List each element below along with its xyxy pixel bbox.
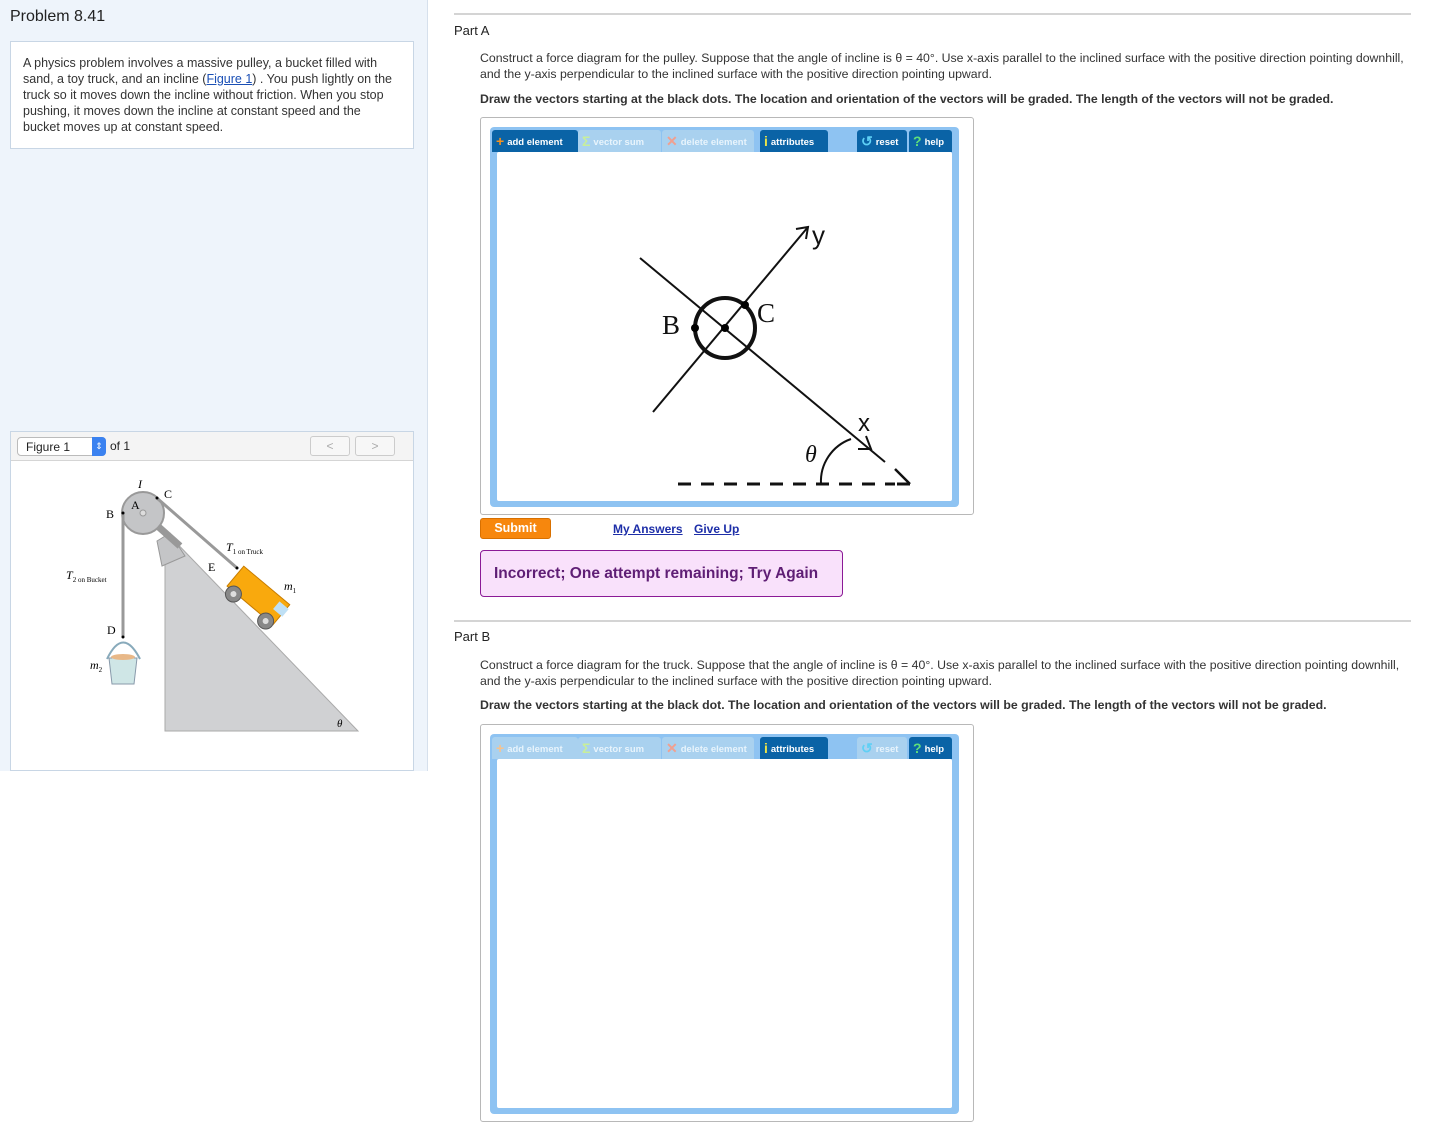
part-a-title: Part A <box>454 23 490 38</box>
label-m2: $m_2$ <box>90 658 103 674</box>
incline <box>165 531 358 731</box>
figure-image <box>11 461 413 751</box>
label-theta: θ <box>337 718 343 730</box>
question-icon: ? <box>913 740 922 756</box>
label-y: y <box>812 220 825 250</box>
reset-icon: ↺ <box>861 133 873 149</box>
prev-figure-button[interactable]: < <box>310 436 350 456</box>
part-a-instruction: Draw the vectors starting at the black dots. The location and orientation of the vectors will be graded. The length of the vectors will not be graded. <box>480 92 1334 106</box>
feedback-message: Incorrect; One attempt remaining; Try Again <box>480 550 843 597</box>
info-icon: i <box>764 133 768 149</box>
parts-panel <box>429 0 1436 771</box>
help-button[interactable]: ? help <box>909 737 952 759</box>
part-b-instruction: Draw the vectors starting at the black dot. The location and orientation of the vectors will be graded. The length of the vectors will not be graded. <box>480 698 1327 712</box>
problem-title: Problem 8.41 <box>10 8 106 25</box>
part-a-drawing-tool <box>480 117 974 515</box>
part-b-title: Part B <box>454 629 491 644</box>
figure-count: of 1 <box>110 439 131 453</box>
drawing-canvas[interactable] <box>497 759 952 1108</box>
drawing-canvas[interactable] <box>497 152 952 501</box>
chevron-updown-icon: ⇕ <box>92 437 106 456</box>
drawing-toolbar <box>490 127 959 507</box>
label-B: B <box>106 507 115 521</box>
info-icon: i <box>764 740 768 756</box>
add-element-button[interactable]: + add element <box>492 130 578 152</box>
part-b-question: Construct a force diagram for the truck. Suppose that the angle of incline is θ = 40°. Use x-axis parallel to the inclined surface with the positive direction pointing downhill, and the y-axis perpendicular to the inclined surface with the positive direction pointing upward. <box>480 658 1400 688</box>
figure-select[interactable] <box>17 437 106 456</box>
my-answers-link[interactable]: My Answers <box>613 522 683 536</box>
divider <box>454 620 1411 622</box>
next-figure-button[interactable]: > <box>355 436 395 456</box>
label-m1: $m_1$ <box>284 579 297 595</box>
label-E: E <box>208 560 216 574</box>
pulley-diagram <box>497 152 952 501</box>
description-text-2: ) . You push lightly on the truck so it moves down the incline without friction. When you stop pushing, it moves down the incline at constant speed and the bucket moves up at constant speed. <box>23 72 392 134</box>
reset-button[interactable]: ↺ reset <box>857 737 907 759</box>
add-element-button[interactable]: + add element <box>492 737 578 759</box>
part-a-question: Construct a force diagram for the pulley. Suppose that the angle of incline is θ = 40°. Use x-axis parallel to the inclined surface with the positive direction pointing downhill, and the y-axis perpendicular to the inclined surface with the positive direction pointing upward. <box>480 51 1404 81</box>
divider <box>454 13 1411 15</box>
question-icon: ? <box>913 133 922 149</box>
attributes-button[interactable]: i attributes <box>760 130 828 152</box>
label-theta: θ <box>805 442 817 468</box>
reset-button[interactable]: ↺ reset <box>857 130 907 152</box>
plus-icon: + <box>496 133 505 149</box>
dot-B[interactable] <box>691 324 699 332</box>
sigma-icon: Σ <box>582 740 591 756</box>
center-dot[interactable] <box>721 324 729 332</box>
vector-sum-button[interactable]: Σ vector sum <box>578 737 661 759</box>
dot-C[interactable] <box>741 301 749 309</box>
vector-sum-button[interactable]: Σ vector sum <box>578 130 661 152</box>
give-up-link[interactable]: Give Up <box>694 522 740 536</box>
label-T2: $T_{2 on Bucket}$ <box>66 568 107 584</box>
label-x: x <box>858 410 870 437</box>
label-A: A <box>131 498 140 512</box>
attributes-button[interactable]: i attributes <box>760 737 828 759</box>
reset-icon: ↺ <box>861 740 873 756</box>
part-b-drawing-tool <box>480 724 974 1122</box>
theta-arc <box>821 439 851 484</box>
delete-element-button[interactable]: ✕ delete element <box>662 130 754 152</box>
label-C: C <box>164 487 173 501</box>
label-I: I <box>138 477 142 491</box>
x-axis-line <box>640 258 885 462</box>
label-B: B <box>662 310 681 340</box>
plus-icon: + <box>496 740 505 756</box>
problem-panel <box>0 0 428 771</box>
figure-link[interactable]: Figure 1 <box>206 72 253 86</box>
description-text: A physics problem involves a massive pulley, a bucket filled with sand, a toy truck, and an incline ( <box>23 56 378 86</box>
x-icon: ✕ <box>666 740 678 756</box>
figure-select-value: Figure 1 <box>26 440 71 454</box>
problem-description <box>10 41 414 149</box>
figure-header <box>11 432 413 461</box>
label-T1: $T_{1 on Truck}$ <box>226 540 264 556</box>
sigma-icon: Σ <box>582 133 591 149</box>
bucket <box>107 643 140 685</box>
drawing-toolbar <box>490 734 959 1114</box>
figure-panel <box>10 431 414 771</box>
submit-button[interactable]: Submit <box>480 518 551 539</box>
label-C: C <box>757 298 776 328</box>
help-button[interactable]: ? help <box>909 130 952 152</box>
x-arrowhead <box>858 436 871 449</box>
label-D: D <box>107 623 116 637</box>
delete-element-button[interactable]: ✕ delete element <box>662 737 754 759</box>
x-icon: ✕ <box>666 133 678 149</box>
